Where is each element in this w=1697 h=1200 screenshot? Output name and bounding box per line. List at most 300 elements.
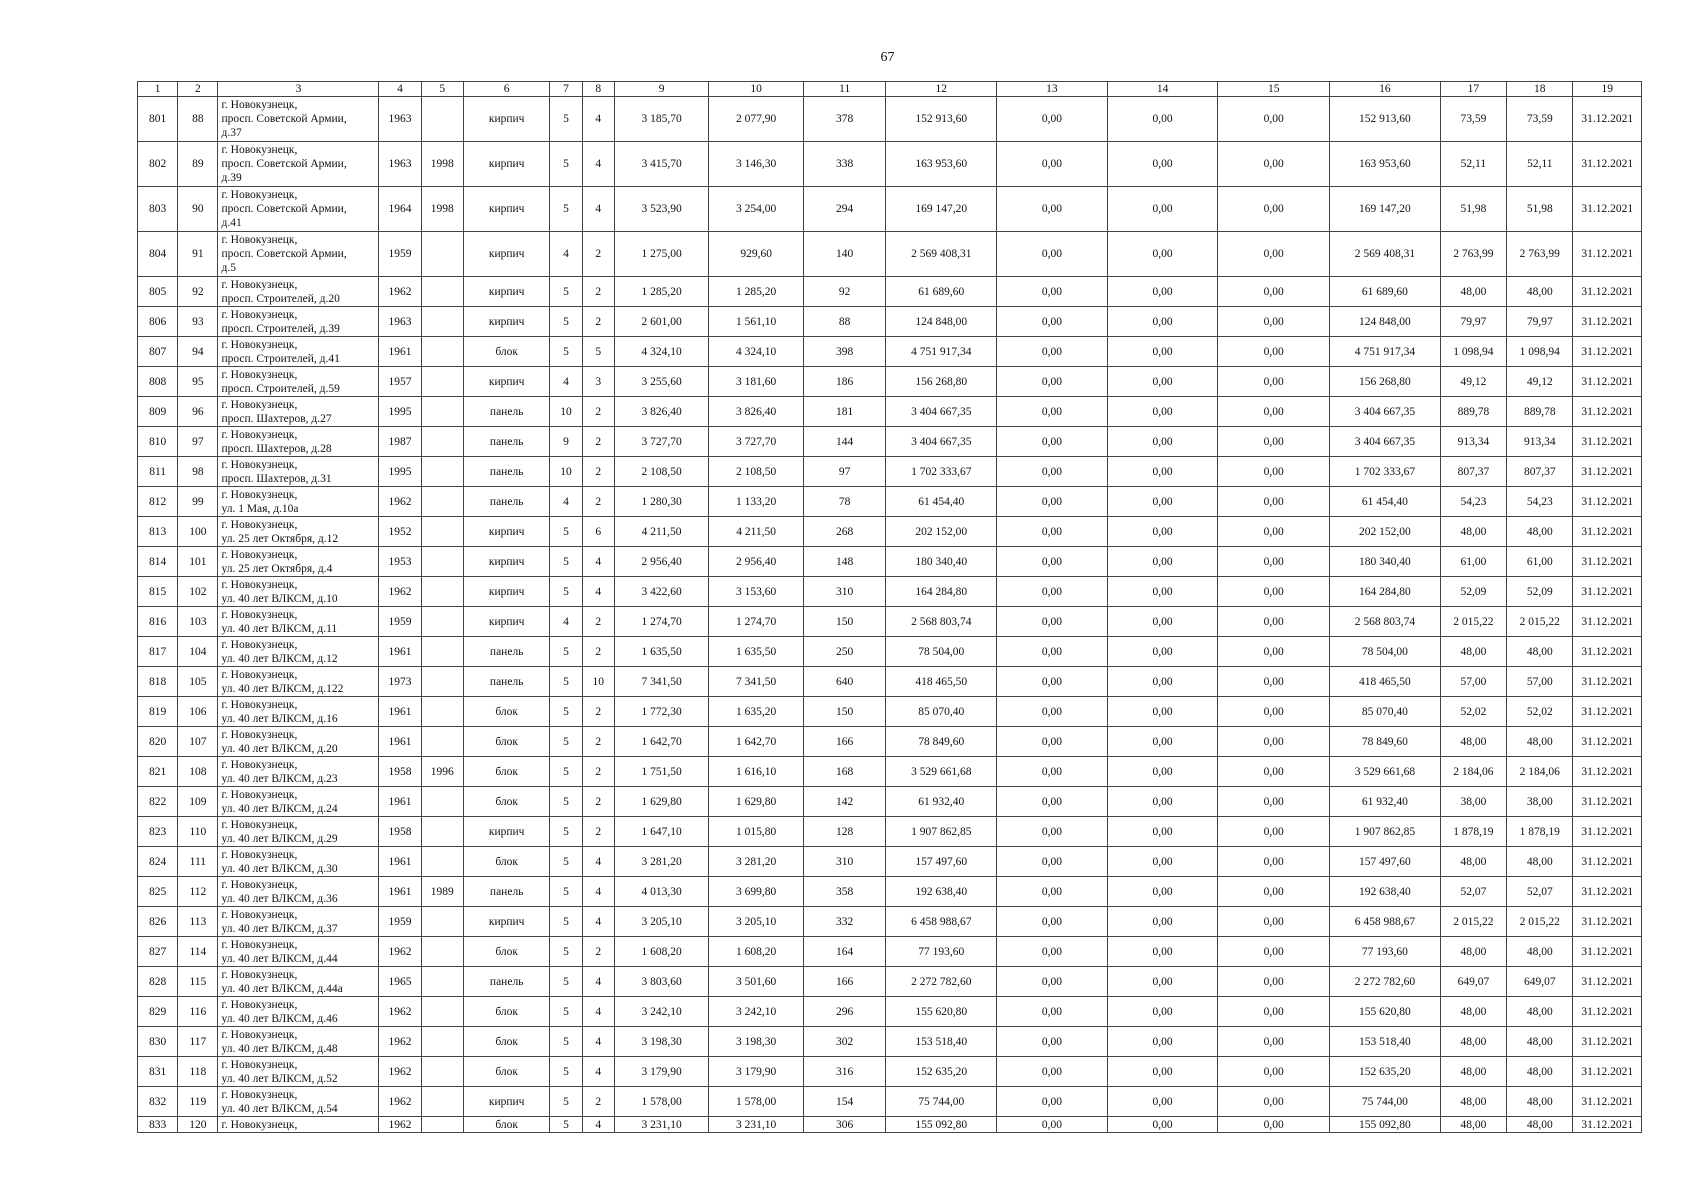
table-row xyxy=(138,457,1642,487)
cell-wall-material: блок xyxy=(463,1057,550,1087)
cell-unit-cost: 54,23 xyxy=(1440,487,1506,517)
cell-item-number: 90 xyxy=(178,187,218,232)
cell-regional-cost: 0,00 xyxy=(1107,1057,1218,1087)
cell-item-number: 95 xyxy=(178,367,218,397)
cell-residential-area: 1 642,70 xyxy=(709,727,804,757)
table-row xyxy=(138,277,1642,307)
address-line: г. Новокузнецк, xyxy=(221,144,298,156)
cell-residents: 398 xyxy=(803,337,885,367)
table-row xyxy=(138,817,1642,847)
address-line: просп. Строителей, д.20 xyxy=(221,293,340,305)
cell-year-built: 1962 xyxy=(379,277,421,307)
cell-owner-cost: 155 092,80 xyxy=(1330,1117,1441,1133)
cell-residential-area: 1 274,70 xyxy=(709,607,804,637)
cell-entrances: 2 xyxy=(582,487,614,517)
cell-wall-material: кирпич xyxy=(463,307,550,337)
cell-regional-cost: 0,00 xyxy=(1107,337,1218,367)
cell-owner-cost: 2 569 408,31 xyxy=(1330,232,1441,277)
cell-local-cost: 0,00 xyxy=(1218,577,1330,607)
cell-wall-material: кирпич xyxy=(463,577,550,607)
cell-year-built: 1964 xyxy=(379,187,421,232)
cell-residents: 154 xyxy=(803,1087,885,1117)
cell-completion-date: 31.12.2021 xyxy=(1573,277,1642,307)
cell-completion-date: 31.12.2021 xyxy=(1573,1027,1642,1057)
cell-entrances: 4 xyxy=(582,142,614,187)
cell-row-number: 809 xyxy=(138,397,178,427)
table-row xyxy=(138,787,1642,817)
cell-local-cost: 0,00 xyxy=(1218,187,1330,232)
address-line: ул. 40 лет ВЛКСМ, д.24 xyxy=(221,803,338,815)
cell-residents: 168 xyxy=(803,757,885,787)
cell-year-built: 1959 xyxy=(379,232,421,277)
cell-max-unit-cost: 48,00 xyxy=(1507,727,1573,757)
cell-fund-cost: 0,00 xyxy=(997,547,1108,577)
cell-row-number: 829 xyxy=(138,997,178,1027)
cell-floors: 5 xyxy=(550,517,582,547)
cell-total-cost: 169 147,20 xyxy=(886,187,997,232)
cell-year-built: 1962 xyxy=(379,487,421,517)
cell-fund-cost: 0,00 xyxy=(997,142,1108,187)
cell-year-built: 1962 xyxy=(379,1057,421,1087)
cell-fund-cost: 0,00 xyxy=(997,337,1108,367)
cell-year-built: 1959 xyxy=(379,607,421,637)
cell-unit-cost: 48,00 xyxy=(1440,937,1506,967)
cell-regional-cost: 0,00 xyxy=(1107,727,1218,757)
cell-wall-material: блок xyxy=(463,847,550,877)
cell-unit-cost: 79,97 xyxy=(1440,307,1506,337)
address-line: просп. Шахтеров, д.28 xyxy=(221,443,332,455)
address-line: ул. 25 лет Октября, д.12 xyxy=(221,533,339,545)
cell-regional-cost: 0,00 xyxy=(1107,577,1218,607)
cell-item-number: 120 xyxy=(178,1117,218,1133)
address-line: г. Новокузнецк, xyxy=(221,909,298,921)
cell-local-cost: 0,00 xyxy=(1218,907,1330,937)
cell-year-renovated xyxy=(421,817,463,847)
cell-residents: 142 xyxy=(803,787,885,817)
cell-year-built: 1961 xyxy=(379,877,421,907)
cell-floors: 10 xyxy=(550,457,582,487)
cell-year-built: 1961 xyxy=(379,727,421,757)
cell-wall-material: кирпич xyxy=(463,97,550,142)
table-row xyxy=(138,337,1642,367)
cell-year-built: 1961 xyxy=(379,337,421,367)
cell-item-number: 114 xyxy=(178,937,218,967)
cell-year-renovated: 1998 xyxy=(421,187,463,232)
cell-residential-area: 1 629,80 xyxy=(709,787,804,817)
cell-item-number: 94 xyxy=(178,337,218,367)
cell-completion-date: 31.12.2021 xyxy=(1573,457,1642,487)
cell-address xyxy=(218,937,379,967)
cell-unit-cost: 48,00 xyxy=(1440,637,1506,667)
cell-entrances: 2 xyxy=(582,607,614,637)
cell-address xyxy=(218,667,379,697)
address-line: д.37 xyxy=(221,127,242,139)
cell-total-cost: 61 689,60 xyxy=(886,277,997,307)
cell-residential-area: 1 616,10 xyxy=(709,757,804,787)
cell-residents: 186 xyxy=(803,367,885,397)
cell-address xyxy=(218,1087,379,1117)
column-header-2: 2 xyxy=(178,82,218,97)
cell-regional-cost: 0,00 xyxy=(1107,1117,1218,1133)
cell-residents: 166 xyxy=(803,967,885,997)
cell-owner-cost: 61 932,40 xyxy=(1330,787,1441,817)
cell-wall-material: панель xyxy=(463,877,550,907)
cell-residents: 302 xyxy=(803,1027,885,1057)
cell-wall-material: кирпич xyxy=(463,187,550,232)
cell-unit-cost: 48,00 xyxy=(1440,1087,1506,1117)
cell-address xyxy=(218,1027,379,1057)
cell-completion-date: 31.12.2021 xyxy=(1573,397,1642,427)
cell-year-renovated xyxy=(421,697,463,727)
cell-floors: 5 xyxy=(550,637,582,667)
cell-residential-area: 2 956,40 xyxy=(709,547,804,577)
cell-address xyxy=(218,1117,379,1133)
cell-owner-cost: 155 620,80 xyxy=(1330,997,1441,1027)
cell-unit-cost: 52,07 xyxy=(1440,877,1506,907)
cell-residents: 250 xyxy=(803,637,885,667)
cell-residential-area: 4 211,50 xyxy=(709,517,804,547)
cell-year-renovated: 1989 xyxy=(421,877,463,907)
cell-max-unit-cost: 48,00 xyxy=(1507,637,1573,667)
cell-year-renovated xyxy=(421,997,463,1027)
cell-row-number: 801 xyxy=(138,97,178,142)
cell-owner-cost: 156 268,80 xyxy=(1330,367,1441,397)
cell-completion-date: 31.12.2021 xyxy=(1573,1117,1642,1133)
cell-total-area: 1 635,50 xyxy=(614,637,709,667)
cell-completion-date: 31.12.2021 xyxy=(1573,337,1642,367)
cell-residential-area: 1 015,80 xyxy=(709,817,804,847)
cell-local-cost: 0,00 xyxy=(1218,307,1330,337)
address-line: г. Новокузнецк, xyxy=(221,1089,298,1101)
cell-residential-area: 3 231,10 xyxy=(709,1117,804,1133)
cell-total-area: 1 751,50 xyxy=(614,757,709,787)
cell-wall-material: кирпич xyxy=(463,517,550,547)
cell-max-unit-cost: 54,23 xyxy=(1507,487,1573,517)
cell-floors: 5 xyxy=(550,277,582,307)
cell-unit-cost: 48,00 xyxy=(1440,727,1506,757)
cell-max-unit-cost: 649,07 xyxy=(1507,967,1573,997)
cell-max-unit-cost: 1 878,19 xyxy=(1507,817,1573,847)
cell-fund-cost: 0,00 xyxy=(997,367,1108,397)
cell-row-number: 805 xyxy=(138,277,178,307)
cell-fund-cost: 0,00 xyxy=(997,967,1108,997)
cell-max-unit-cost: 48,00 xyxy=(1507,997,1573,1027)
cell-residential-area: 7 341,50 xyxy=(709,667,804,697)
cell-floors: 5 xyxy=(550,1117,582,1133)
cell-residential-area: 2 108,50 xyxy=(709,457,804,487)
cell-max-unit-cost: 1 098,94 xyxy=(1507,337,1573,367)
cell-address xyxy=(218,187,379,232)
cell-regional-cost: 0,00 xyxy=(1107,607,1218,637)
cell-address xyxy=(218,907,379,937)
cell-local-cost: 0,00 xyxy=(1218,487,1330,517)
address-line: ул. 40 лет ВЛКСМ, д.11 xyxy=(221,623,338,635)
cell-year-renovated xyxy=(421,1027,463,1057)
cell-regional-cost: 0,00 xyxy=(1107,397,1218,427)
column-header-16: 16 xyxy=(1330,82,1441,97)
cell-owner-cost: 1 907 862,85 xyxy=(1330,817,1441,847)
cell-wall-material: панель xyxy=(463,427,550,457)
cell-row-number: 825 xyxy=(138,877,178,907)
cell-fund-cost: 0,00 xyxy=(997,637,1108,667)
cell-row-number: 811 xyxy=(138,457,178,487)
cell-residents: 148 xyxy=(803,547,885,577)
cell-floors: 5 xyxy=(550,757,582,787)
address-line: г. Новокузнецк, xyxy=(221,1119,298,1131)
address-line: д.5 xyxy=(221,262,236,274)
table-row xyxy=(138,142,1642,187)
cell-owner-cost: 61 689,60 xyxy=(1330,277,1441,307)
cell-year-renovated xyxy=(421,487,463,517)
cell-entrances: 4 xyxy=(582,547,614,577)
cell-year-renovated xyxy=(421,727,463,757)
cell-regional-cost: 0,00 xyxy=(1107,907,1218,937)
cell-fund-cost: 0,00 xyxy=(997,697,1108,727)
cell-row-number: 823 xyxy=(138,817,178,847)
cell-wall-material: блок xyxy=(463,997,550,1027)
cell-total-area: 3 281,20 xyxy=(614,847,709,877)
cell-year-built: 1962 xyxy=(379,577,421,607)
address-line: г. Новокузнецк, xyxy=(221,279,298,291)
cell-item-number: 113 xyxy=(178,907,218,937)
cell-entrances: 2 xyxy=(582,397,614,427)
table-row xyxy=(138,967,1642,997)
cell-completion-date: 31.12.2021 xyxy=(1573,232,1642,277)
cell-residential-area: 2 077,90 xyxy=(709,97,804,142)
cell-unit-cost: 51,98 xyxy=(1440,187,1506,232)
cell-max-unit-cost: 48,00 xyxy=(1507,1027,1573,1057)
cell-local-cost: 0,00 xyxy=(1218,997,1330,1027)
page-number: 67 xyxy=(880,50,895,65)
cell-residential-area: 1 635,50 xyxy=(709,637,804,667)
cell-local-cost: 0,00 xyxy=(1218,277,1330,307)
cell-item-number: 102 xyxy=(178,577,218,607)
cell-unit-cost: 807,37 xyxy=(1440,457,1506,487)
cell-fund-cost: 0,00 xyxy=(997,757,1108,787)
cell-total-cost: 157 497,60 xyxy=(886,847,997,877)
cell-entrances: 4 xyxy=(582,97,614,142)
cell-unit-cost: 913,34 xyxy=(1440,427,1506,457)
cell-wall-material: панель xyxy=(463,487,550,517)
cell-residential-area: 3 501,60 xyxy=(709,967,804,997)
table-row xyxy=(138,1057,1642,1087)
cell-entrances: 4 xyxy=(582,577,614,607)
cell-local-cost: 0,00 xyxy=(1218,142,1330,187)
cell-year-renovated xyxy=(421,1057,463,1087)
cell-address xyxy=(218,277,379,307)
cell-unit-cost: 73,59 xyxy=(1440,97,1506,142)
cell-unit-cost: 48,00 xyxy=(1440,847,1506,877)
cell-completion-date: 31.12.2021 xyxy=(1573,307,1642,337)
cell-residential-area: 3 205,10 xyxy=(709,907,804,937)
cell-residents: 150 xyxy=(803,607,885,637)
cell-year-renovated xyxy=(421,547,463,577)
cell-total-cost: 152 635,20 xyxy=(886,1057,997,1087)
cell-wall-material: кирпич xyxy=(463,367,550,397)
cell-residents: 164 xyxy=(803,937,885,967)
cell-fund-cost: 0,00 xyxy=(997,232,1108,277)
address-line: просп. Советской Армии, xyxy=(221,203,347,215)
cell-year-renovated xyxy=(421,577,463,607)
cell-year-built: 1987 xyxy=(379,427,421,457)
cell-total-area: 3 523,90 xyxy=(614,187,709,232)
address-line: ул. 40 лет ВЛКСМ, д.36 xyxy=(221,893,338,905)
cell-floors: 5 xyxy=(550,997,582,1027)
cell-residents: 166 xyxy=(803,727,885,757)
table-row xyxy=(138,427,1642,457)
cell-local-cost: 0,00 xyxy=(1218,787,1330,817)
table-row xyxy=(138,577,1642,607)
cell-year-renovated xyxy=(421,97,463,142)
cell-unit-cost: 1 878,19 xyxy=(1440,817,1506,847)
address-line: г. Новокузнецк, xyxy=(221,639,298,651)
address-line: г. Новокузнецк, xyxy=(221,999,298,1011)
cell-year-renovated xyxy=(421,937,463,967)
cell-total-area: 3 255,60 xyxy=(614,367,709,397)
cell-total-area: 3 205,10 xyxy=(614,907,709,937)
cell-year-built: 1962 xyxy=(379,997,421,1027)
table-row xyxy=(138,1027,1642,1057)
cell-row-number: 816 xyxy=(138,607,178,637)
address-line: г. Новокузнецк, xyxy=(221,969,298,981)
cell-max-unit-cost: 61,00 xyxy=(1507,547,1573,577)
cell-item-number: 92 xyxy=(178,277,218,307)
table-row xyxy=(138,877,1642,907)
cell-completion-date: 31.12.2021 xyxy=(1573,1057,1642,1087)
address-line: ул. 40 лет ВЛКСМ, д.16 xyxy=(221,713,338,725)
cell-total-area: 2 108,50 xyxy=(614,457,709,487)
cell-wall-material: блок xyxy=(463,1117,550,1133)
cell-unit-cost: 48,00 xyxy=(1440,1057,1506,1087)
address-line: г. Новокузнецк, xyxy=(221,579,298,591)
cell-fund-cost: 0,00 xyxy=(997,187,1108,232)
cell-entrances: 5 xyxy=(582,337,614,367)
table-row xyxy=(138,307,1642,337)
address-line: ул. 40 лет ВЛКСМ, д.54 xyxy=(221,1103,338,1115)
cell-unit-cost: 1 098,94 xyxy=(1440,337,1506,367)
cell-completion-date: 31.12.2021 xyxy=(1573,142,1642,187)
cell-item-number: 88 xyxy=(178,97,218,142)
address-line: г. Новокузнецк, xyxy=(221,234,298,246)
cell-address xyxy=(218,577,379,607)
cell-regional-cost: 0,00 xyxy=(1107,187,1218,232)
cell-total-cost: 1 702 333,67 xyxy=(886,457,997,487)
cell-total-area: 3 179,90 xyxy=(614,1057,709,1087)
cell-local-cost: 0,00 xyxy=(1218,517,1330,547)
cell-floors: 5 xyxy=(550,787,582,817)
cell-regional-cost: 0,00 xyxy=(1107,307,1218,337)
cell-address xyxy=(218,487,379,517)
cell-total-area: 1 608,20 xyxy=(614,937,709,967)
address-line: г. Новокузнецк, xyxy=(221,849,298,861)
cell-item-number: 93 xyxy=(178,307,218,337)
cell-completion-date: 31.12.2021 xyxy=(1573,637,1642,667)
cell-total-area: 7 341,50 xyxy=(614,667,709,697)
table-row xyxy=(138,547,1642,577)
cell-total-cost: 156 268,80 xyxy=(886,367,997,397)
cell-regional-cost: 0,00 xyxy=(1107,427,1218,457)
cell-unit-cost: 52,02 xyxy=(1440,697,1506,727)
cell-unit-cost: 2 015,22 xyxy=(1440,607,1506,637)
cell-residential-area: 1 608,20 xyxy=(709,937,804,967)
address-line: г. Новокузнецк, xyxy=(221,1029,298,1041)
cell-floors: 5 xyxy=(550,967,582,997)
cell-wall-material: блок xyxy=(463,1027,550,1057)
cell-total-area: 2 956,40 xyxy=(614,547,709,577)
cell-local-cost: 0,00 xyxy=(1218,457,1330,487)
cell-fund-cost: 0,00 xyxy=(997,1087,1108,1117)
cell-year-renovated xyxy=(421,457,463,487)
cell-unit-cost: 649,07 xyxy=(1440,967,1506,997)
cell-local-cost: 0,00 xyxy=(1218,667,1330,697)
cell-completion-date: 31.12.2021 xyxy=(1573,847,1642,877)
cell-residents: 338 xyxy=(803,142,885,187)
cell-fund-cost: 0,00 xyxy=(997,817,1108,847)
cell-residents: 296 xyxy=(803,997,885,1027)
cell-residents: 316 xyxy=(803,1057,885,1087)
cell-fund-cost: 0,00 xyxy=(997,607,1108,637)
cell-regional-cost: 0,00 xyxy=(1107,787,1218,817)
cell-address xyxy=(218,1057,379,1087)
cell-total-cost: 202 152,00 xyxy=(886,517,997,547)
cell-completion-date: 31.12.2021 xyxy=(1573,967,1642,997)
cell-fund-cost: 0,00 xyxy=(997,997,1108,1027)
cell-floors: 9 xyxy=(550,427,582,457)
cell-entrances: 4 xyxy=(582,997,614,1027)
cell-year-built: 1995 xyxy=(379,457,421,487)
cell-entrances: 2 xyxy=(582,277,614,307)
cell-row-number: 817 xyxy=(138,637,178,667)
cell-local-cost: 0,00 xyxy=(1218,607,1330,637)
address-line: г. Новокузнецк, xyxy=(221,759,298,771)
table-row xyxy=(138,727,1642,757)
cell-wall-material: панель xyxy=(463,397,550,427)
cell-owner-cost: 418 465,50 xyxy=(1330,667,1441,697)
cell-unit-cost: 48,00 xyxy=(1440,997,1506,1027)
cell-floors: 5 xyxy=(550,817,582,847)
cell-unit-cost: 48,00 xyxy=(1440,1117,1506,1133)
table-body xyxy=(138,97,1642,1133)
cell-residential-area: 3 153,60 xyxy=(709,577,804,607)
cell-owner-cost: 157 497,60 xyxy=(1330,847,1441,877)
cell-unit-cost: 52,09 xyxy=(1440,577,1506,607)
cell-residents: 140 xyxy=(803,232,885,277)
cell-total-area: 3 415,70 xyxy=(614,142,709,187)
cell-local-cost: 0,00 xyxy=(1218,817,1330,847)
cell-item-number: 106 xyxy=(178,697,218,727)
address-line: д.41 xyxy=(221,217,242,229)
cell-local-cost: 0,00 xyxy=(1218,937,1330,967)
address-line: ул. 40 лет ВЛКСМ, д.10 xyxy=(221,593,338,605)
cell-owner-cost: 6 458 988,67 xyxy=(1330,907,1441,937)
cell-regional-cost: 0,00 xyxy=(1107,757,1218,787)
cell-owner-cost: 152 635,20 xyxy=(1330,1057,1441,1087)
address-line: ул. 40 лет ВЛКСМ, д.29 xyxy=(221,833,338,845)
cell-max-unit-cost: 48,00 xyxy=(1507,847,1573,877)
cell-entrances: 2 xyxy=(582,727,614,757)
cell-year-built: 1962 xyxy=(379,1117,421,1133)
cell-row-number: 810 xyxy=(138,427,178,457)
cell-max-unit-cost: 48,00 xyxy=(1507,1117,1573,1133)
cell-year-built: 1973 xyxy=(379,667,421,697)
cell-total-cost: 3 404 667,35 xyxy=(886,397,997,427)
cell-fund-cost: 0,00 xyxy=(997,517,1108,547)
cell-regional-cost: 0,00 xyxy=(1107,667,1218,697)
address-line: г. Новокузнецк, xyxy=(221,519,298,531)
cell-residents: 640 xyxy=(803,667,885,697)
cell-fund-cost: 0,00 xyxy=(997,787,1108,817)
address-line: ул. 40 лет ВЛКСМ, д.52 xyxy=(221,1073,338,1085)
